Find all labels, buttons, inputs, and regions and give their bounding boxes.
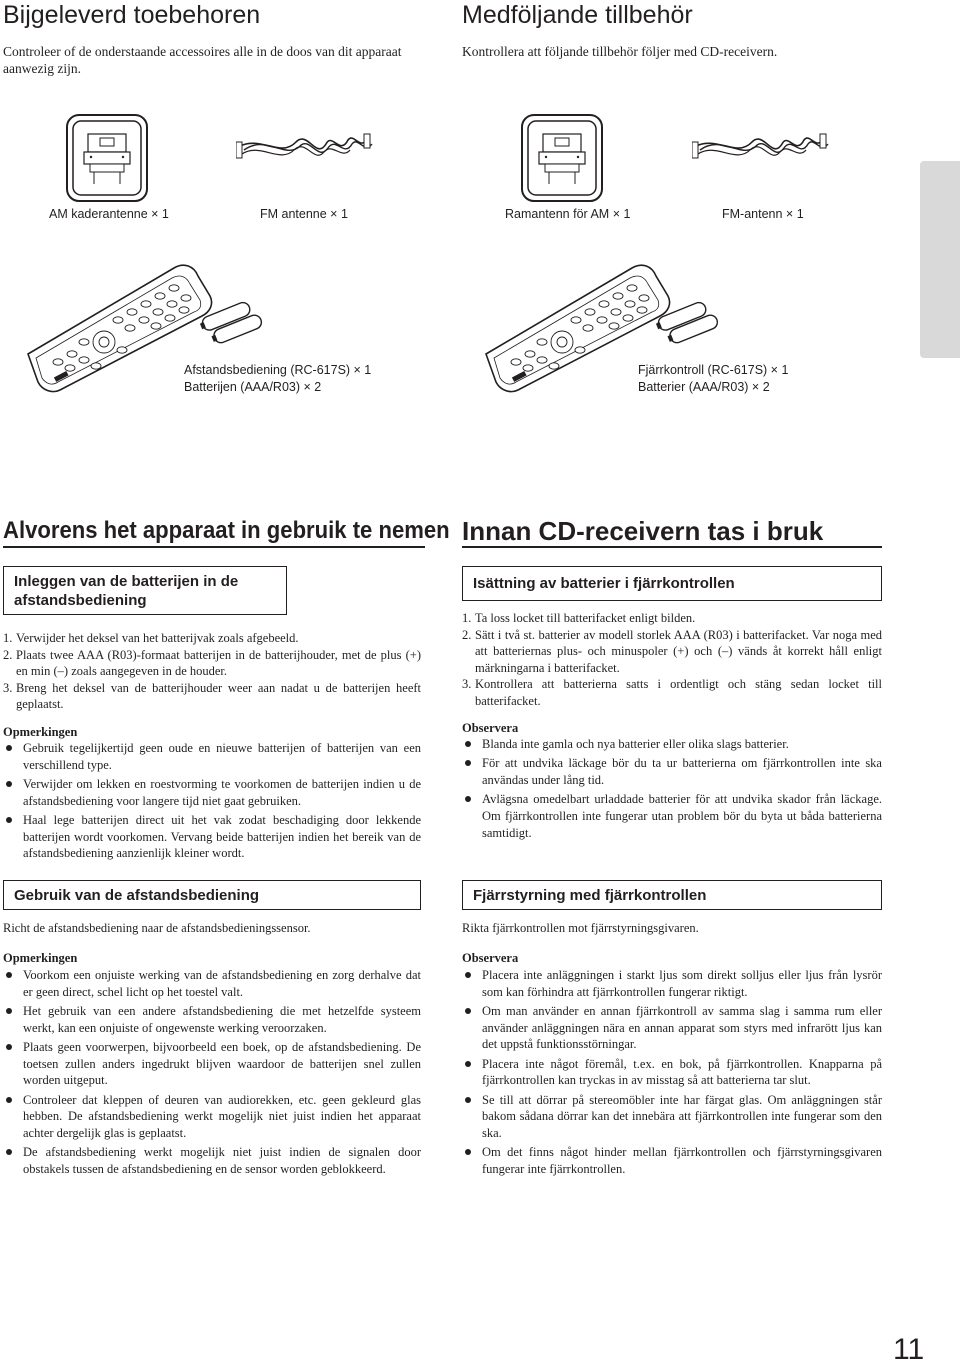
insert-batteries-heading-nl xyxy=(3,566,287,615)
fm-antenna-illustration-nl xyxy=(236,130,378,174)
step-item xyxy=(462,610,882,627)
bullet-icon xyxy=(6,1044,12,1050)
note-text: Het gebruik van een andere afstandsbediening die met hetzelfde systeem werkt, kan een onjuiste of ongewenste werking veroorzaken. xyxy=(23,1003,421,1035)
note-item xyxy=(3,740,421,773)
using-remote-title-sv: Fjärrstyrning med fjärrkontrollen xyxy=(473,887,707,904)
bullet-icon xyxy=(465,972,471,978)
note-item xyxy=(462,791,882,841)
fm-antenna-illustration-sv xyxy=(692,130,834,174)
note-text: Haal lege batterijen direct uit het vak zodat beschadiging door lekkende batterijen wordt voorkomen. Vervang beide batterijen indien het bereik van de afstandsbediening aanzienlijk kleiner wordt. xyxy=(23,812,421,861)
am-loop-antenna-illustration-sv xyxy=(519,112,607,206)
remote-caption-2-sv: Batterier (AAA/R03) × 2 xyxy=(638,380,770,394)
step-number: 2. xyxy=(3,647,13,662)
battery-steps-nl xyxy=(3,630,421,713)
note-text: Placera inte anläggningen i starkt ljus som direkt solljus eller ljus från lysrör som kan förhindra att fjärrkontrollen fungerar riktigt. xyxy=(482,968,882,999)
bullet-icon xyxy=(465,1061,471,1067)
note-item xyxy=(462,1056,882,1089)
note-item xyxy=(3,1092,421,1142)
note-text: Gebruik tegelijkertijd geen oude en nieuwe batterijen of batterijen van een verschillend type. xyxy=(23,741,421,772)
step-item xyxy=(462,627,882,677)
note-title-nl: Opmerkingen xyxy=(3,725,78,739)
bullet-icon xyxy=(6,745,12,751)
am-antenna-caption-sv: Ramantenn för AM × 1 xyxy=(505,207,631,221)
step-item xyxy=(3,647,421,680)
step-text: Kontrollera att batterierna satts i ordentligt och stäng sedan locket till batterifacket. xyxy=(475,677,882,708)
step-item xyxy=(3,630,421,647)
bullet-icon xyxy=(6,972,12,978)
note-item xyxy=(3,1039,421,1089)
bullet-icon xyxy=(465,1008,471,1014)
accessories-intro-sv: Kontrollera att följande tillbehör följer med CD-receivern. xyxy=(462,44,778,59)
note-item xyxy=(3,1144,421,1177)
step-number: 3. xyxy=(462,677,472,692)
note-text: Om man använder en annan fjärrkontroll av samma slag i samma rum eller använder anläggningen nära en annan apparat som styrs med infrarött ljus kan det uppstå funktionsstörningar. xyxy=(482,1003,882,1052)
using-remote-intro-sv: Rikta fjärrkontrollen mot fjärrstyrningsgivaren. xyxy=(462,921,699,935)
note-item xyxy=(462,1144,882,1177)
note-item xyxy=(462,736,882,753)
bullet-icon xyxy=(465,1097,471,1103)
section-rule-nl xyxy=(3,546,425,548)
using-remote-heading-nl xyxy=(3,880,421,910)
using-remote-title-nl: Gebruik van de afstandsbediening xyxy=(14,887,260,904)
note-text: Placera inte något föremål, t.ex. en bok, på fjärrkontrollen. Knapparna på fjärrkontrollen kan tryckas in av misstag så att batterierna tar slut. xyxy=(482,1056,882,1088)
remote-caption-1-nl: Afstandsbediening (RC-617S) × 1 xyxy=(184,363,372,377)
note-text: Se till att dörrar på stereomöbler inte har färgat glas. Om anläggningen står bakom sådana dörrar kan det innebära att fjärrkontrollen inte fungerar som den ska. xyxy=(482,1092,882,1140)
note-item xyxy=(462,755,882,788)
page-number: 11 xyxy=(893,1333,925,1366)
accessories-title-nl: Bijgeleverd toebehoren xyxy=(3,1,261,29)
am-antenna-caption-nl: AM kaderantenne × 1 xyxy=(49,207,169,221)
note-title-sv: Observera xyxy=(462,721,519,735)
bullet-icon xyxy=(6,1149,12,1155)
bullet-icon xyxy=(465,1149,471,1155)
step-item xyxy=(462,676,882,709)
note-text: Plaats geen voorwerpen, bijvoorbeeld een boek, op de afstandsbediening. De toetsen zullen anders ingedrukt blijven waardoor de batterijen snel zullen worden uitgeput. xyxy=(23,1039,421,1088)
notes-list-sv xyxy=(462,736,882,844)
note-text: De afstandsbediening werkt mogelijk niet juist indien de signalen door obstakels tussen de afstandsbediening en de sensor worden geblokkeerd. xyxy=(23,1145,421,1176)
step-text: Ta loss locket till batterifacket enligt bilden. xyxy=(475,611,696,625)
note-item xyxy=(462,967,882,1000)
remote-caption-1-sv: Fjärrkontroll (RC-617S) × 1 xyxy=(638,363,789,377)
note-text: Blanda inte gamla och nya batterier eller olika slags batterier. xyxy=(482,737,789,751)
bullet-icon xyxy=(6,1008,12,1014)
notes-list-nl xyxy=(3,740,421,865)
note-text: För att undvika läckage bör du ta ur batterierna om fjärrkontrollen inte ska användas under lång tid. xyxy=(482,756,882,787)
note-item xyxy=(3,1003,421,1036)
step-number: 3. xyxy=(3,680,13,695)
bullet-icon xyxy=(6,781,12,787)
note-item xyxy=(462,1003,882,1053)
note2-title-sv: Observera xyxy=(462,951,519,965)
note-item xyxy=(3,776,421,809)
using-remote-intro-nl: Richt de afstandsbediening naar de afstandsbedieningssensor. xyxy=(3,921,311,935)
step-number: 1. xyxy=(462,611,472,625)
step-text: Breng het deksel van de batterijhouder weer aan nadat u de batterijen heeft geplaatst. xyxy=(16,680,421,712)
insert-batteries-title-nl: Inleggen van de batterijen in de afstandsbediening xyxy=(14,573,239,609)
batteries-illustration-sv xyxy=(656,296,726,352)
note-text: Verwijder om lekken en roestvorming te voorkomen de batterijen indien u de afstandsbediening voor langere tijd niet gaat gebruiken. xyxy=(23,776,421,808)
am-loop-antenna-illustration-nl xyxy=(64,112,152,206)
step-text: Verwijder het deksel van het batterijvak zoals afgebeeld. xyxy=(16,631,299,645)
bullet-icon xyxy=(465,796,471,802)
bullet-icon xyxy=(6,1097,12,1103)
fm-antenna-caption-sv: FM-antenn × 1 xyxy=(722,207,804,221)
note-item xyxy=(462,1092,882,1142)
note-item xyxy=(3,967,421,1000)
note-text: Om det finns något hinder mellan fjärrkontrollen och fjärrstyrningsgivaren fungerar inte fjärrkontrollen. xyxy=(482,1145,882,1176)
step-item xyxy=(3,680,421,713)
insert-batteries-heading-sv xyxy=(462,566,882,601)
fm-antenna-caption-nl: FM antenne × 1 xyxy=(260,207,348,221)
bullet-icon xyxy=(465,741,471,747)
section-tab xyxy=(920,161,960,358)
accessories-title-sv: Medföljande tillbehör xyxy=(462,1,693,29)
note-text: Voorkom een onjuiste werking van de afstandsbediening en zorg derhalve dat er geen direct, schel licht op het toestel valt. xyxy=(23,968,421,999)
battery-steps-sv xyxy=(462,610,882,710)
remote-caption-2-nl: Batterijen (AAA/R03) × 2 xyxy=(184,380,322,394)
step-number: 2. xyxy=(462,627,472,642)
note2-title-nl: Opmerkingen xyxy=(3,951,78,965)
note-item xyxy=(3,812,421,862)
section-rule-sv xyxy=(462,546,882,548)
before-use-title-nl: Alvorens het apparaat in gebruik te nemen xyxy=(3,517,450,544)
notes2-list-sv xyxy=(462,967,882,1180)
accessories-intro-nl: Controleer of de onderstaande accessoires alle in de doos van dit apparaat aanwezig zijn. xyxy=(3,44,402,76)
batteries-illustration-nl xyxy=(200,296,270,352)
insert-batteries-title-sv: Isättning av batterier i fjärrkontrollen xyxy=(473,575,735,592)
before-use-title-sv: Innan CD-receivern tas i bruk xyxy=(462,516,824,546)
note-text: Avlägsna omedelbart urladdade batterier för att undvika skador från läckage. Om fjärrkontrollen inte fungerar utan problem bör du byta ut båda batterierna samtidigt. xyxy=(482,792,882,840)
bullet-icon xyxy=(6,817,12,823)
note-text: Controleer dat kleppen of deuren van audiorekken, etc. geen gekleurd glas hebben. De afstandsbediening werkt mogelijk niet juist indien het apparaat achter dergelijk glas is geplaatst. xyxy=(23,1092,421,1140)
notes2-list-nl xyxy=(3,967,421,1180)
step-text: Plaats twee AAA (R03)-formaat batterijen in de batterijhouder, met de plus (+) en min (–) zoals aangegeven in de houder. xyxy=(16,647,421,679)
step-text: Sätt i två st. batterier av modell storlek AAA (R03) i batterifacket. Var noga med att batteriernas plus- och minuspoler (+) och (–) vänds åt korrekt håll enligt märkningarna i batterifacket. xyxy=(475,627,882,675)
using-remote-heading-sv xyxy=(462,880,882,910)
step-number: 1. xyxy=(3,631,13,645)
bullet-icon xyxy=(465,760,471,766)
